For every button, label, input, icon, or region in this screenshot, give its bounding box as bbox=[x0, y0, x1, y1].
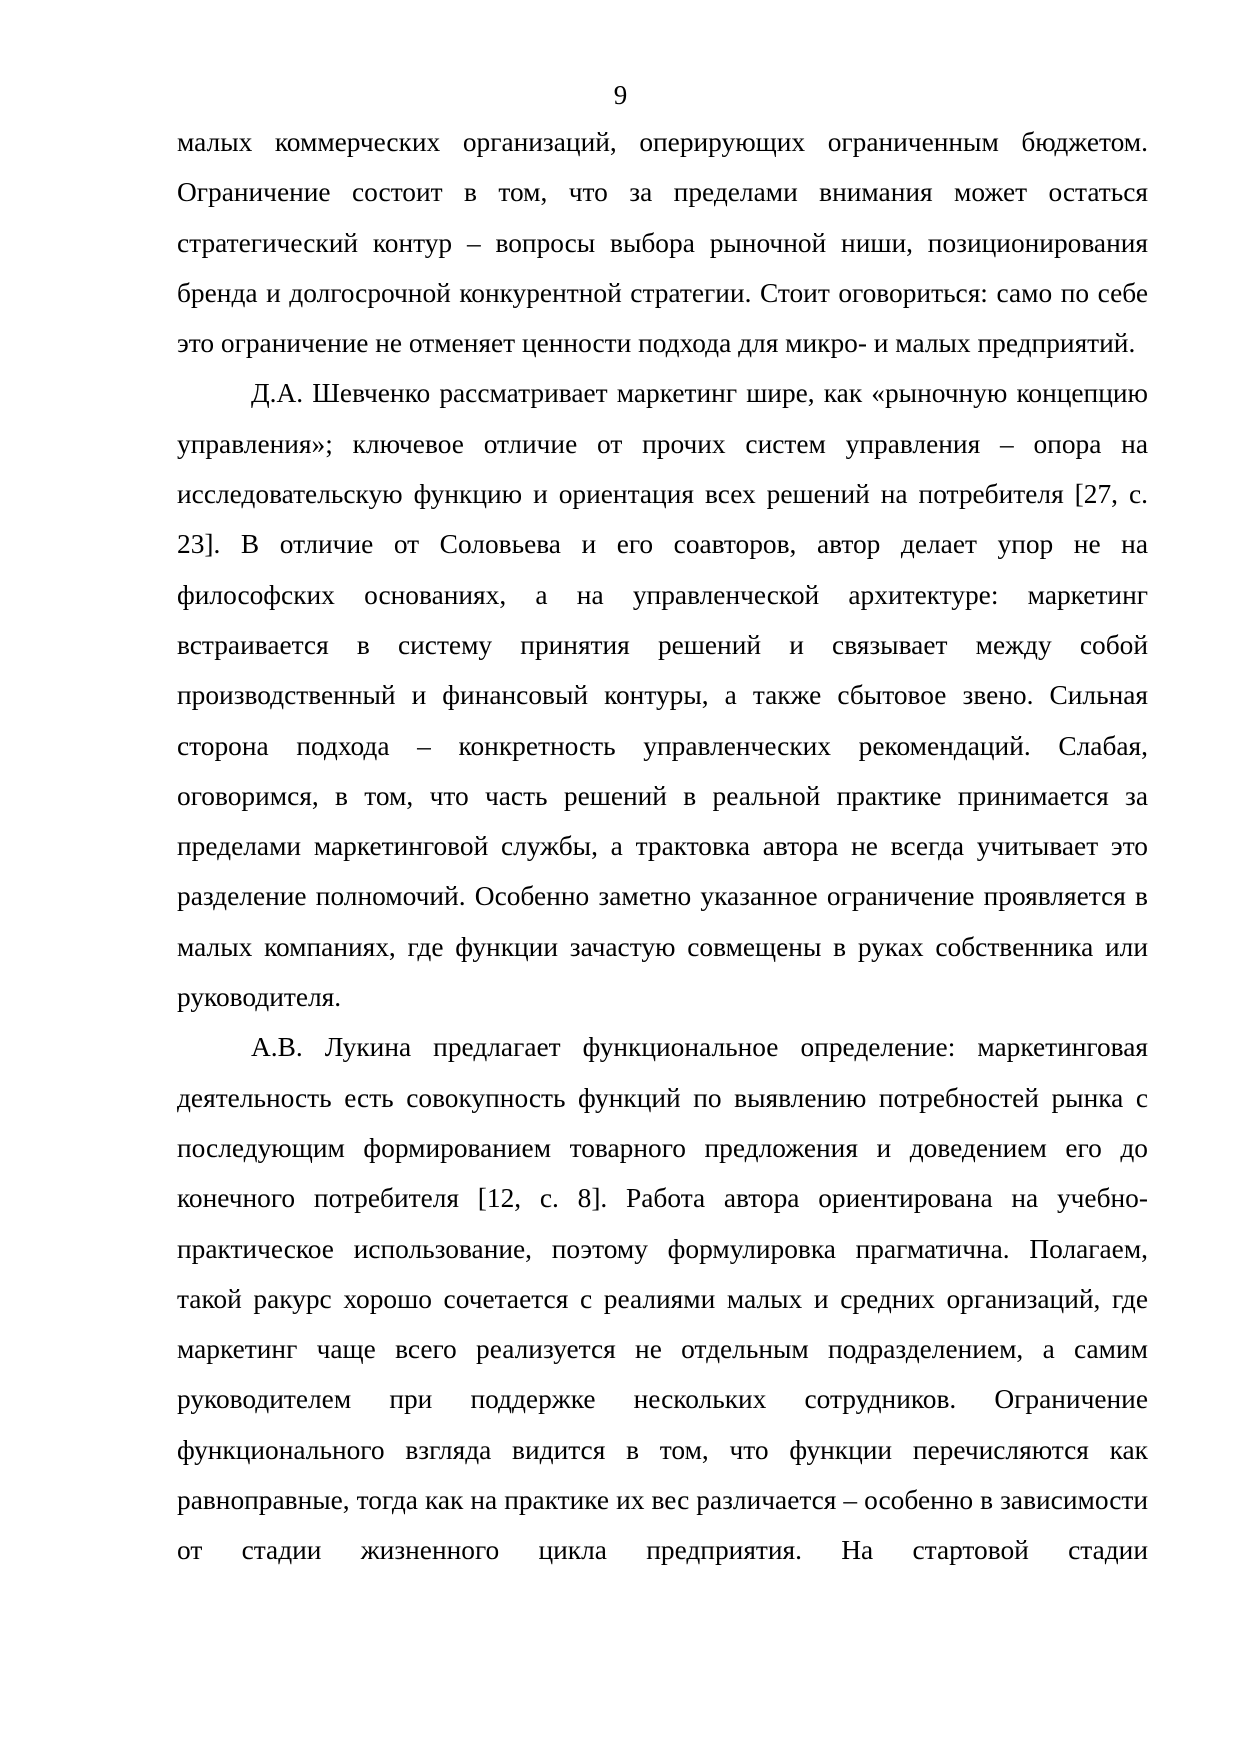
body-text bbox=[177, 117, 1148, 1576]
paragraph-continuation: малых коммерческих организаций, оперирующих ограниченным бюджетом. Ограничение состоит в том, что за пределами внимания может остаться стратегический контур – вопросы выбора рыночной ниши, позиционирования бренда и долгосрочной конкурентной стратегии. Стоит оговориться: само по себе это ограничение не отменяет ценности подхода для микро- и малых предприятий. bbox=[177, 127, 1148, 359]
paragraph-shevchenko: Д.А. Шевченко рассматривает маркетинг шире, как «рыночную концепцию управления»; ключевое отличие от прочих систем управления – опора на исследовательскую функцию и ориентация всех решений на потребителя [27, с. 23]. В отличие от Соловьева и его соавторов, автор делает упор не на философских основаниях, а на управленческой архитектуре: маркетинг встраивается в систему принятия решений и связывает между собой производственный и финансовый контуры, а также сбытовое звено. Сильная сторона подхода – конкретность управленческих рекомендаций. Слабая, оговоримся, в том, что часть решений в реальной практике принимается за пределами маркетинговой службы, а трактовка автора не всегда учитывает это разделение полномочий. Особенно заметно указанное ограничение проявляется в малых компаниях, где функции зачастую совмещены в руках собственника или руководителя. bbox=[177, 378, 1148, 1013]
paragraph-lukina: А.В. Лукина предлагает функциональное определение: маркетинговая деятельность есть совокупность функций по выявлению потребностей рынка с последующим формированием товарного предложения и доведением его до конечного потребителя [12, с. 8]. Работа автора ориентирована на учебно-практическое использование, поэтому формулировка прагматична. Полагаем, такой ракурс хорошо сочетается с реалиями малых и средних организаций, где маркетинг чаще всего реализуется не отдельным подразделением, а самим руководителем при поддержке нескольких сотрудников. Ограничение функционального взгляда видится в том, что функции перечисляются как равноправные, тогда как на практике их вес различается – особенно в зависимости от стадии жизненного цикла предприятия. На стартовой стадии bbox=[177, 1032, 1148, 1566]
page-number: 9 bbox=[613, 80, 628, 110]
